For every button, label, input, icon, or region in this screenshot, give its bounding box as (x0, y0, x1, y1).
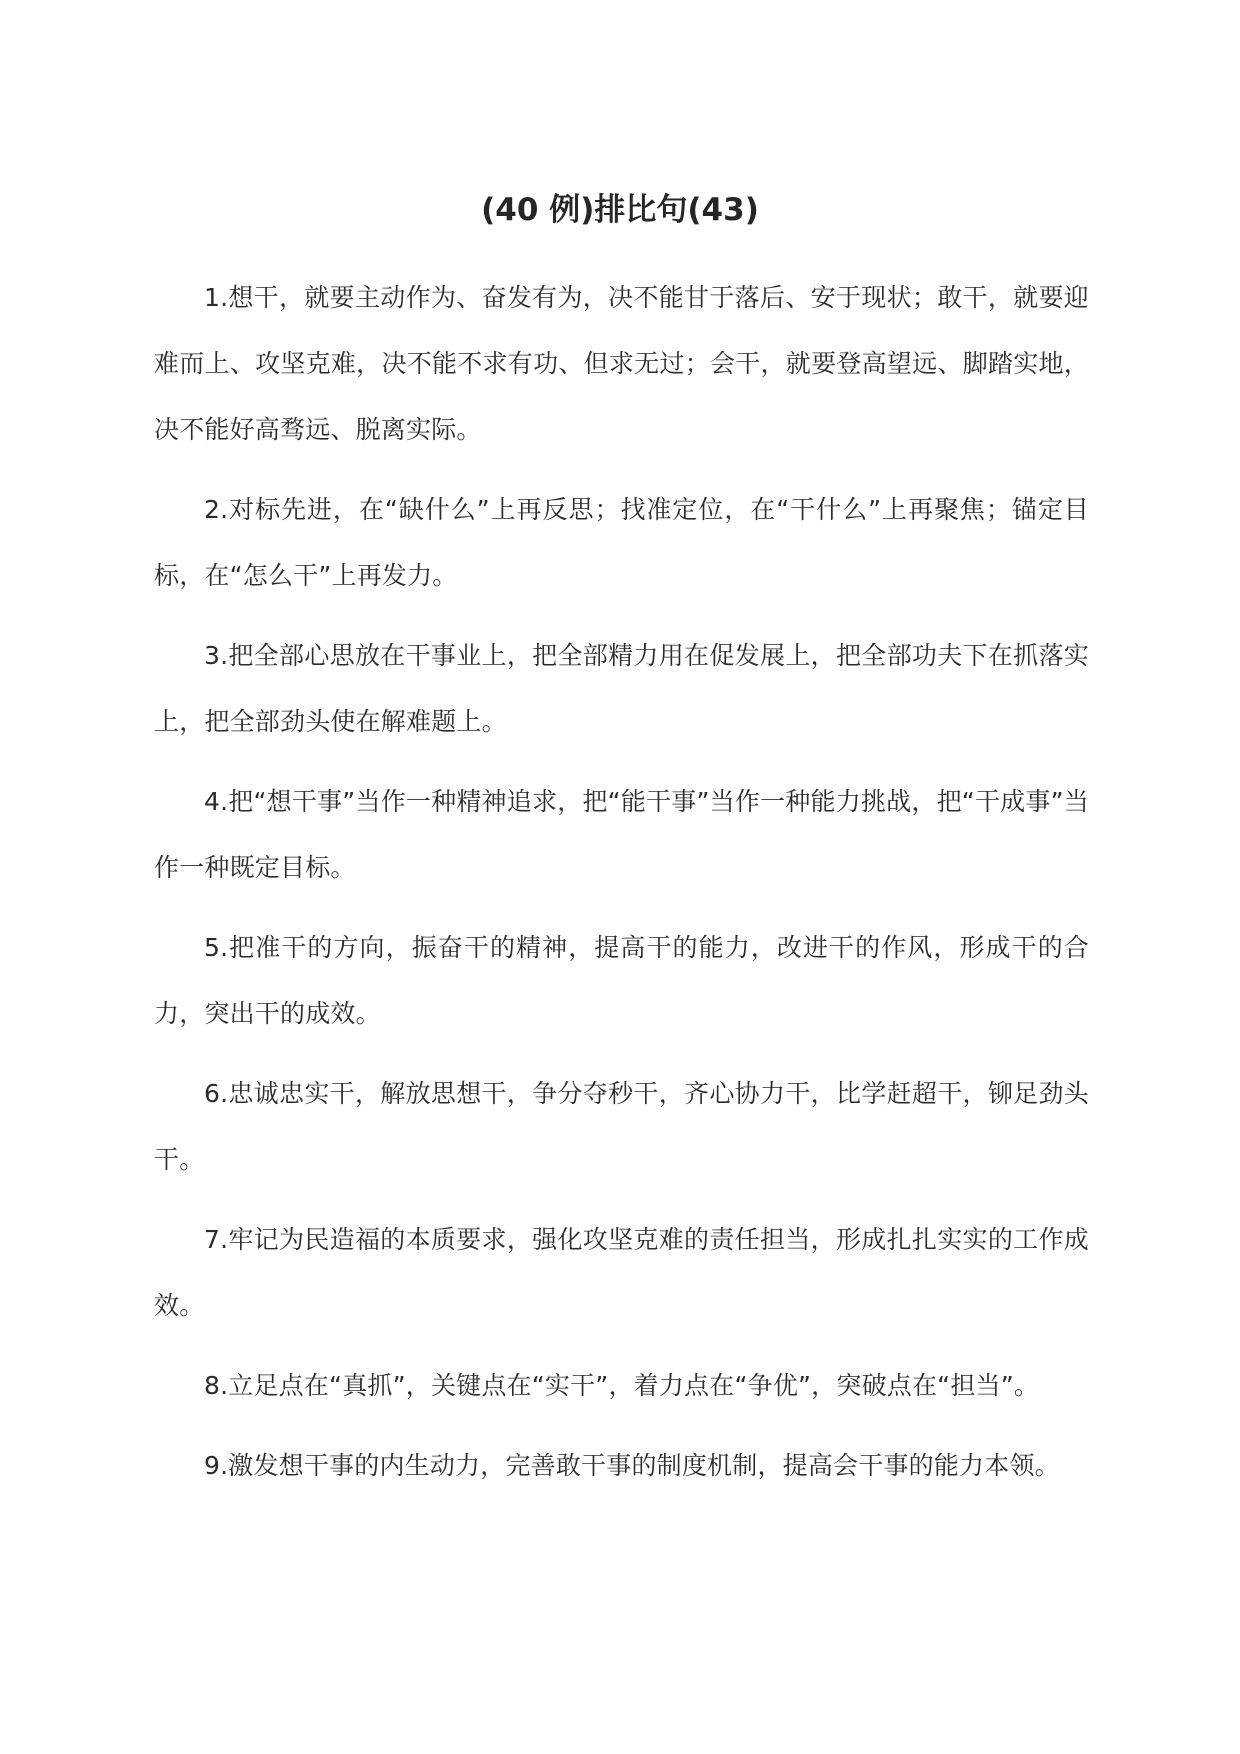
paragraph-7: 7.牢记为民造福的本质要求，强化攻坚克难的责任担当，形成扎扎实实的工作成效。 (154, 1225, 1089, 1320)
paragraph-6: 6.忠诚忠实干，解放思想干，争分夺秒干，齐心协力干，比学赶超干，铆足劲头干。 (154, 1079, 1089, 1174)
paragraph-1: 1.想干，就要主动作为、奋发有为，决不能甘于落后、安于现状；敢干，就要迎难而上、攻坚克难，决不能不求有功、但求无过；会干，就要登高望远、脚踏实地，决不能好高骛远、脱离实际。 (154, 283, 1089, 444)
document-body (154, 265, 1089, 1513)
paragraph-5: 5.把准干的方向，振奋干的精神，提高干的能力，改进干的作风，形成干的合力，突出干的成效。 (154, 933, 1089, 1028)
document-title: (40 例)排比句(43) (481, 192, 759, 228)
paragraph-4: 4.把“想干事”当作一种精神追求，把“能干事”当作一种能力挑战，把“干成事”当作一种既定目标。 (154, 787, 1089, 882)
paragraph-9: 9.激发想干事的内生动力，完善敢干事的制度机制，提高会干事的能力本领。 (204, 1451, 1060, 1480)
paragraph-2: 2.对标先进，在“缺什么”上再反思；找准定位，在“干什么”上再聚焦；锚定目标，在“怎么干”上再发力。 (154, 495, 1089, 590)
paragraph-8: 8.立足点在“真抓”，关键点在“实干”，着力点在“争优”，突破点在“担当”。 (204, 1371, 1040, 1400)
paragraph-3: 3.把全部心思放在干事业上，把全部精力用在促发展上，把全部功夫下在抓落实上，把全部劲头使在解难题上。 (154, 641, 1089, 736)
